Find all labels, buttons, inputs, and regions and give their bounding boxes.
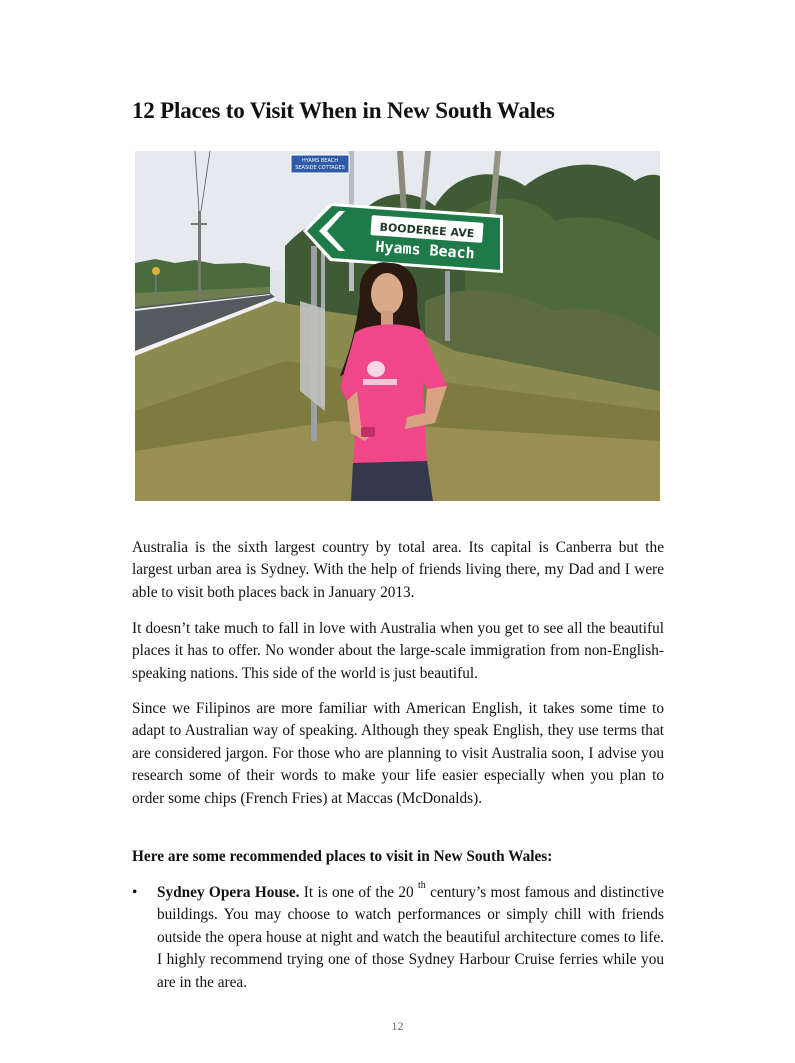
list-item-text-start: It is one of the 20 xyxy=(303,884,414,901)
list-item-text xyxy=(157,882,664,994)
list-heading: Here are some recommended places to visit in New South Wales: xyxy=(132,848,553,865)
page-title: 12 Places to Visit When in New South Wales xyxy=(132,98,555,123)
roadside-sign-photo xyxy=(135,151,660,501)
intro-paragraph: Australia is the sixth largest country by total area. Its capital is Canberra but the largest urban area is Sydney. With the help of friends living there, my Dad and I were able to visit both places back in January 2013. xyxy=(132,539,664,601)
bullet-icon: • xyxy=(132,884,138,901)
ordinal-superscript: th xyxy=(418,880,426,891)
destination-sign-text: Hyams Beach xyxy=(374,237,476,263)
body-paragraph: It doesn’t take much to fall in love with Australia when you get to see all the beautiful places it has to offer. No wonder about the large-scale immigration from non-English-speaking nations. This side of the world is just beautiful. xyxy=(132,620,664,682)
page-number: 12 xyxy=(391,1019,404,1033)
list-item-text-rest: century’s most famous and distinctive buildings. You may choose to watch performances or simply chill with friends outside the opera house at night and watch the beautiful architecture comes to life. I highly recommend trying one of those Sydney Harbour Cruise ferries while you are in the area. xyxy=(157,884,665,991)
body-paragraph: Since we Filipinos are more familiar with American English, it takes some time to adapt to Australian way of speaking. Although they speak English, they use terms that are considered jargon. For those who are planning to visit Australia soon, I advise you research some of their words to make your life easier especially when you plan to order some chips (French Fries) at Maccas (McDonalds). xyxy=(132,700,664,807)
small-sign-line2: SEASIDE COTTAGES xyxy=(295,165,345,171)
street-sign-text: BOODEREE AVE xyxy=(379,220,475,241)
small-sign-line1: HYAMS BEACH xyxy=(301,158,339,164)
list-item-name: Sydney Opera House. xyxy=(157,884,300,901)
